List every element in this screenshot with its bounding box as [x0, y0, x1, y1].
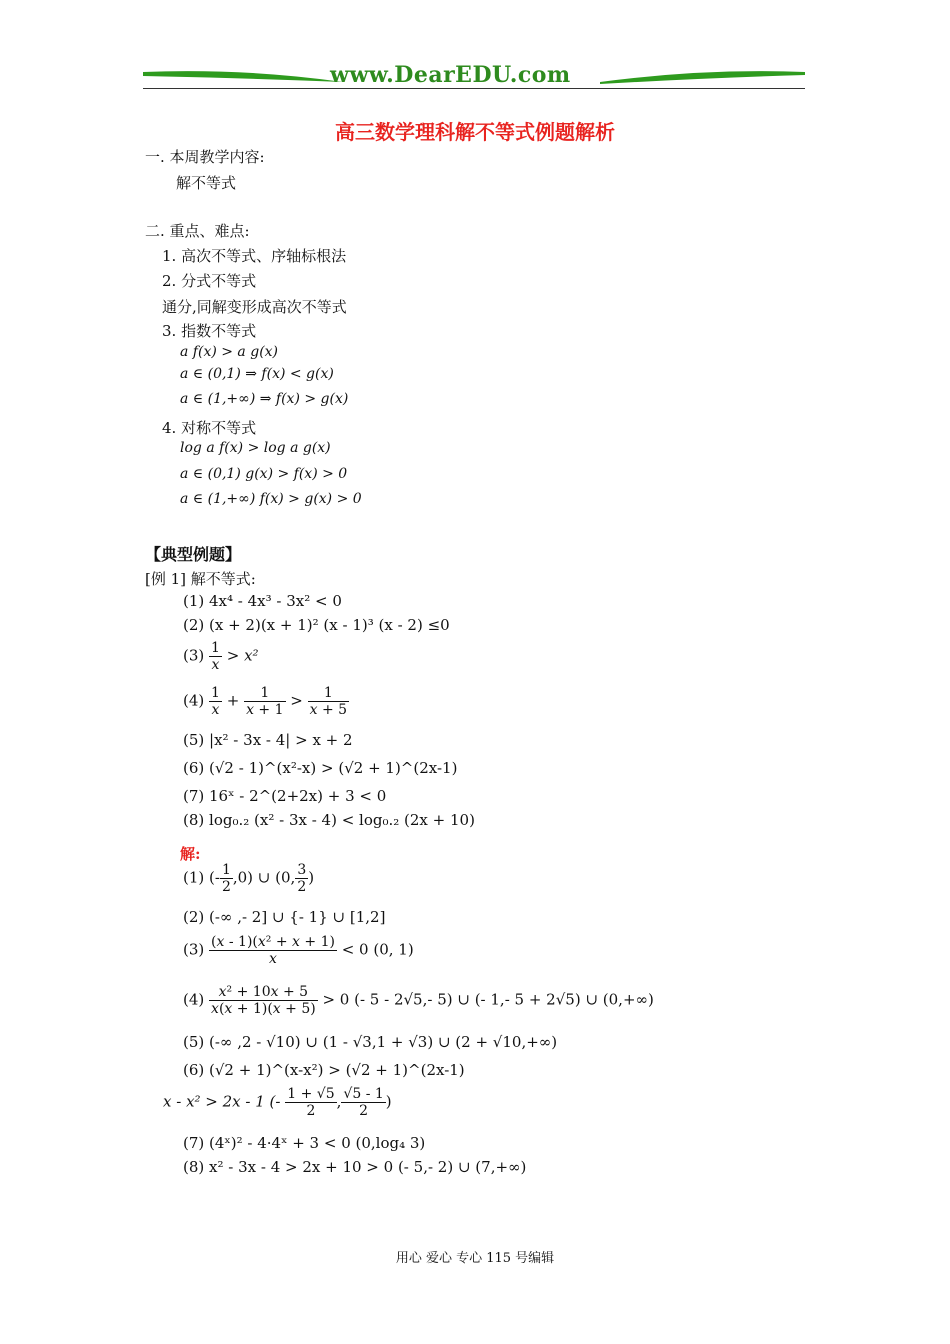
solution-6b-frac-b: $\frac{√5 - 1}{2}$: [343, 1086, 384, 1119]
solution-3-fraction: $\frac{\text{(x - 1)(x² + x + 1)}}{x}$: [211, 934, 335, 967]
problem-4-frac-c: $\frac{1}{x + 5}$: [309, 685, 348, 718]
item3-formula2: a ∈ (0,1) ⇒ f(x) < g(x): [180, 366, 334, 382]
section1-content: 解不等式: [176, 174, 237, 192]
examples-intro: [例 1] 解不等式:: [145, 570, 256, 588]
footer-text: 用心 爱心 专心 115 号编辑: [395, 1251, 555, 1266]
problem-2: (2) (x + 2)(x + 1)² (x - 1)³ (x - 2) ≤0: [183, 616, 450, 634]
problem-3-rhs: > x²: [226, 646, 259, 665]
solution-8: (8) x² - 3x - 4 > 2x + 10 > 0 (- 5,- 2) ∪ (7,+∞): [183, 1158, 527, 1176]
problem-8: (8) log₀.₂ (x² - 3x - 4) < log₀.₂ (2x + 10): [183, 811, 475, 829]
solution-4: [183, 984, 654, 1017]
solution-3-rest: < 0 (0, 1): [341, 940, 414, 959]
problem-3-label: (3): [183, 646, 205, 665]
solution-6b-frac-a: $\frac{1 + √5}{2}$: [287, 1086, 335, 1119]
solution-4-fraction: $\frac{\text{x² + 10x + 5}}{x(x + 1)(x + 5)}$: [211, 984, 316, 1017]
page-title: 高三数学理科解不等式例题解析: [335, 120, 615, 144]
solution-1-frac-b: $\frac{3}{2}$: [297, 862, 307, 895]
section2-item2: 2. 分式不等式: [162, 272, 257, 290]
section2-heading: 二. 重点、难点:: [145, 222, 250, 240]
problem-3: [183, 640, 259, 673]
section2-item4: 4. 对称不等式: [162, 419, 257, 437]
item3-formula1: a f(x) > a g(x): [180, 344, 279, 360]
solution-1: (1) (- $\frac{1}{2}$ ,0) ∪ (0, $\frac{3}{2}$ ): [183, 862, 315, 895]
section1-heading: 一. 本周教学内容:: [145, 148, 265, 166]
solution-6b-left: x - x² > 2x - 1 (-: [163, 1092, 281, 1111]
solution-1-label: (1): [183, 868, 205, 887]
problem-4-frac-a: $\frac{1}{x}$: [211, 685, 220, 718]
section2-item1: 1. 高次不等式、序轴标根法: [162, 247, 347, 265]
solution-6: (6) (√2 + 1)^(x-x²) > (√2 + 1)^(2x-1): [183, 1061, 465, 1079]
solution-2: (2) (-∞ ,- 2] ∪ {- 1} ∪ [1,2]: [183, 908, 386, 926]
problem-1: (1) 4x⁴ - 4x³ - 3x² < 0: [183, 592, 342, 610]
item4-formula2: a ∈ (0,1) g(x) > f(x) > 0: [180, 466, 348, 482]
item3-formula3: a ∈ (1,+∞) ⇒ f(x) > g(x): [180, 391, 349, 407]
solution-7: (7) (4ˣ)² - 4·4ˣ + 3 < 0 (0,log₄ 3): [183, 1134, 426, 1152]
problem-4-label: (4): [183, 691, 205, 710]
header-swoosh-left: [143, 66, 343, 86]
problem-4-frac-b: $\frac{1}{x + 1}$: [246, 685, 284, 718]
problem-4: (4) $\frac{1}{x}$ + $\frac{1}{x + 1}$ > $\frac{1}{x + 5}$: [183, 685, 348, 718]
item4-formula3: a ∈ (1,+∞) f(x) > g(x) > 0: [180, 491, 362, 507]
examples-heading: 【典型例题】: [145, 545, 242, 564]
problem-7: (7) 16ˣ - 2^(2+2x) + 3 < 0: [183, 787, 387, 805]
problem-6: (6) (√2 - 1)^(x²-x) > (√2 + 1)^(2x-1): [183, 759, 458, 777]
solution-6b: x - x² > 2x - 1 (- $\frac{1 + √5}{2}$ , $\frac{√5 - 1}{2}$ ): [163, 1086, 392, 1119]
header-swoosh-right: [600, 66, 805, 86]
item4-formula1: log a f(x) > log a g(x): [180, 440, 331, 456]
problem-5: (5) |x² - 3x - 4| > x + 2: [183, 731, 353, 749]
solution-4-label: (4): [183, 990, 205, 1009]
site-logo-text: www.DearEDU.com: [330, 62, 571, 88]
section2-item3: 3. 指数不等式: [162, 322, 257, 340]
solution-label: 解:: [180, 845, 201, 863]
header-rule: [143, 88, 805, 89]
solution-3-label: (3): [183, 940, 205, 959]
solution-4-rest: > 0 (- 5 - 2√5,- 5) ∪ (- 1,- 5 + 2√5) ∪ (0,+∞): [322, 990, 654, 1009]
problem-3-fraction: $\frac{1}{x}$: [211, 640, 220, 673]
solution-3: [183, 934, 414, 967]
solution-1-frac-a: $\frac{1}{2}$: [221, 862, 231, 895]
solution-5: (5) (-∞ ,2 - √10) ∪ (1 - √3,1 + √3) ∪ (2 + √10,+∞): [183, 1033, 558, 1051]
section2-item2-note: 通分,同解变形成高次不等式: [162, 298, 347, 316]
